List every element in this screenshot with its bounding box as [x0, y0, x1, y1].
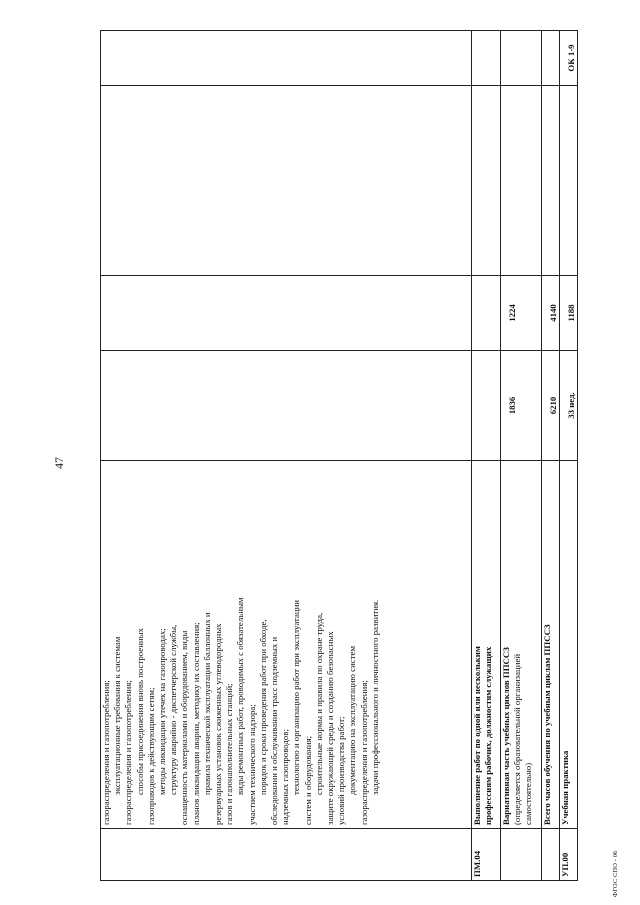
content-line: эксплуатационные требования к системам	[112, 636, 123, 795]
content-line: участием технического надзора;	[246, 704, 257, 825]
discipline-cell	[101, 86, 472, 276]
table-row	[501, 31, 542, 881]
table-row	[560, 31, 578, 881]
content-line: способы присоединения вновь построенных	[134, 628, 145, 795]
content-cell	[501, 461, 542, 829]
curriculum-table	[100, 30, 578, 881]
competence-cell	[101, 31, 472, 86]
index-cell: ПМ.04	[472, 829, 501, 881]
content-line: правила технической эксплуатации баллонных и	[201, 612, 212, 795]
table-row	[542, 31, 560, 881]
discipline-cell	[560, 86, 578, 276]
content-cell	[101, 461, 472, 829]
discipline-cell	[501, 86, 542, 276]
content-line: планов ликвидации аварии, методику их составления;	[190, 622, 201, 825]
content-cell	[472, 461, 501, 829]
class-hours-cell	[101, 276, 472, 351]
content-cell	[560, 461, 578, 829]
competence-cell: ОК 1-9	[560, 31, 578, 86]
content-line: документацию на эксплуатацию систем	[347, 645, 358, 795]
discipline-cell	[472, 86, 501, 276]
index-cell	[101, 829, 472, 881]
content-line: (определяется образовательной организацией	[512, 653, 523, 825]
competence-cell	[501, 31, 542, 86]
content-line: газопроводов к действующим сетям;	[145, 687, 156, 825]
page-number: 47	[52, 457, 66, 469]
max-hours-cell: 6210	[542, 351, 560, 461]
content-line: оснащенность материалами и оборудованием, виды	[179, 630, 190, 825]
content-line: газораспределения и газопотребления;	[123, 680, 134, 825]
index-cell	[542, 829, 560, 881]
class-hours-cell: 1224	[501, 276, 542, 351]
index-cell	[501, 829, 542, 881]
competence-cell	[542, 31, 560, 86]
content-line: резервуарных установок сжиженных углеводородных	[213, 623, 224, 825]
content-line: технологию и организацию работ при эксплуатации	[291, 600, 302, 795]
content-line: самостоятельно)	[523, 762, 534, 825]
competence-cell	[472, 31, 501, 86]
table-row	[472, 31, 501, 881]
content-line: защите окружающей среды и созданию безопасных	[325, 631, 336, 825]
content-cell	[542, 461, 560, 829]
content-line: методы ликвидации утечек на газопроводах;	[157, 628, 168, 795]
content-line: систем и оборудования;	[302, 735, 313, 825]
content-line: обследовании и обслуживании трасс подземных и	[269, 636, 280, 825]
max-hours-cell	[101, 351, 472, 461]
footer-text: ФГОС СПО - 06	[612, 850, 619, 897]
content-line: виды ремонтных работ, проводимых с обязательным	[235, 597, 246, 795]
content-line: газов и газонаполнительных станций;	[224, 683, 235, 825]
content-line: профессиям рабочих, должностям служащих	[483, 646, 494, 825]
content-line: газораспределения и газопотребления;	[101, 680, 111, 825]
index-cell: УП.00	[560, 829, 578, 881]
class-hours-cell: 4140	[542, 276, 560, 351]
discipline-cell	[542, 86, 560, 276]
content-line: структуру аварийно - диспетчерской службы,	[168, 624, 179, 795]
content-line: Всего часов обучения по учебным циклам ППССЗ	[542, 624, 552, 825]
class-hours-cell: 1188	[560, 276, 578, 351]
max-hours-cell: 33 нед.	[560, 351, 578, 461]
max-hours-cell	[472, 351, 501, 461]
content-line: Выполнение работ по одной или нескольким	[472, 646, 482, 825]
class-hours-cell	[472, 276, 501, 351]
content-line: строительные нормы и правила по охране труда,	[313, 612, 324, 795]
content-line: порядок и сроки проведения работ при обходе,	[257, 619, 268, 795]
content-line: условий производства работ;	[336, 716, 347, 825]
max-hours-cell: 1836	[501, 351, 542, 461]
content-line: газораспределения и газопотребления;	[358, 680, 369, 825]
content-line: задачи профессионального и личностного развития.	[369, 599, 380, 795]
table-row	[101, 31, 472, 881]
content-line: надземных газопроводов;	[280, 729, 291, 825]
content-line: Вариативная часть учебных циклов ППССЗ	[501, 647, 511, 825]
content-line: Учебная практика	[560, 750, 571, 825]
